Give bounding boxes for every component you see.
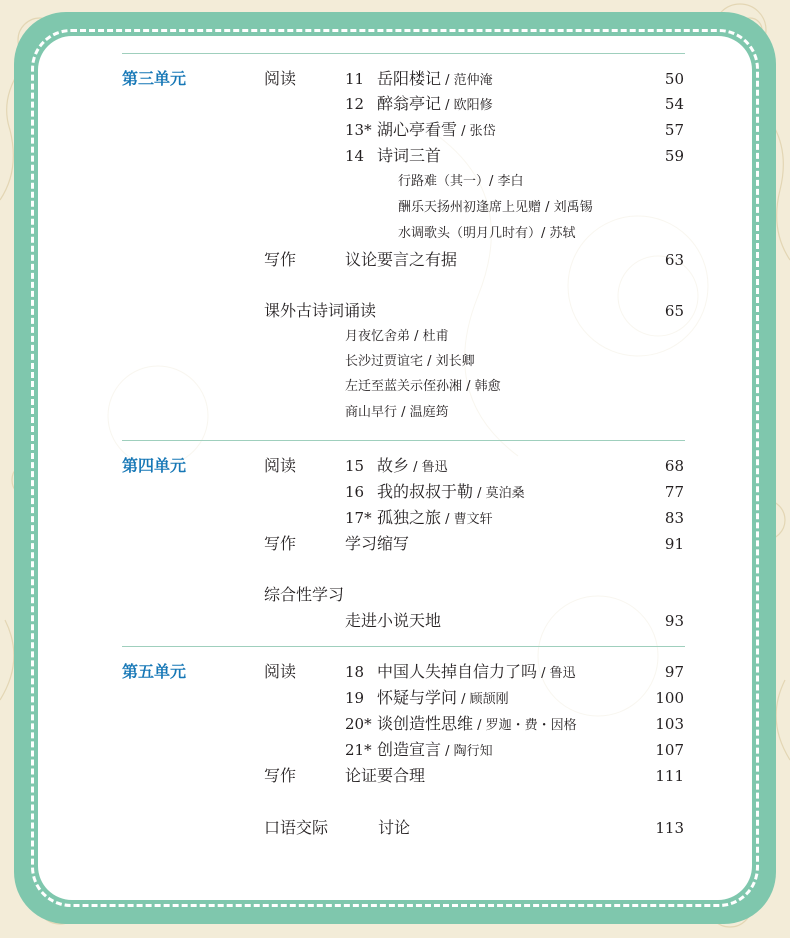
page-number: 111	[655, 767, 684, 785]
unit-heading: 第三单元	[122, 69, 187, 88]
lesson-author: / 鲁迅	[409, 460, 448, 475]
page-number: 103	[655, 715, 684, 733]
lesson-title: 醉翁亭记 / 欧阳修	[377, 94, 493, 113]
lesson-title: 中国人失掉自信力了吗 / 鲁迅	[377, 662, 576, 681]
poem-item[interactable]: 酬乐天扬州初逢席上见赠 / 刘禹锡	[398, 200, 593, 215]
writing-title: 议论要言之有据	[345, 250, 458, 269]
page-number: 57	[664, 121, 684, 139]
poem-item[interactable]: 行路难（其一）/ 李白	[398, 174, 524, 189]
section-label-writing: 写作	[264, 534, 297, 553]
lesson-author: / 鲁迅	[537, 666, 576, 681]
page-number: 97	[664, 663, 684, 681]
section-label-reading: 阅读	[264, 456, 297, 475]
page-number: 83	[664, 509, 684, 527]
poem-item[interactable]: 月夜忆舍弟 / 杜甫	[345, 329, 449, 344]
poem-item[interactable]: 水调歌头（明月几时有）/ 苏轼	[398, 226, 576, 241]
poem-item[interactable]: 左迁至蓝关示侄孙湘 / 韩愈	[345, 379, 501, 394]
lesson-number: 11	[345, 70, 365, 88]
writing-title: 学习缩写	[345, 534, 410, 553]
section-label-writing: 写作	[264, 250, 297, 269]
page-number: 68	[664, 457, 684, 475]
page-number: 54	[664, 95, 684, 113]
lesson-author: / 欧阳修	[441, 98, 493, 113]
lesson-number: 17*	[345, 509, 372, 527]
lesson-author: / 莫泊桑	[473, 486, 525, 501]
lesson-title: 故乡 / 鲁迅	[377, 456, 448, 475]
section-label-writing: 写作	[264, 766, 297, 785]
divider-unit4	[122, 440, 685, 441]
lesson-author: / 陶行知	[441, 744, 493, 759]
divider-top	[122, 53, 685, 54]
lesson-number: 12	[345, 95, 365, 113]
lesson-title: 诗词三首	[377, 146, 442, 165]
lesson-number: 20*	[345, 715, 372, 733]
section-label-extra: 课外古诗词诵读	[264, 301, 377, 320]
section-label-oral: 口语交际	[264, 818, 329, 837]
lesson-number: 14	[345, 147, 365, 165]
lesson-number: 19	[345, 689, 365, 707]
lesson-author: / 顾颉刚	[457, 692, 509, 707]
lesson-author: / 罗迦・费・因格	[473, 718, 577, 733]
section-label-integrated: 综合性学习	[264, 585, 345, 604]
lesson-number: 18	[345, 663, 365, 681]
page-number: 107	[655, 741, 684, 759]
lesson-number: 15	[345, 457, 365, 475]
lesson-title: 创造宣言 / 陶行知	[377, 740, 493, 759]
unit-heading: 第四单元	[122, 456, 187, 475]
page-number: 77	[664, 483, 684, 501]
section-label-reading: 阅读	[264, 662, 297, 681]
writing-title: 论证要合理	[345, 766, 426, 785]
page-number: 65	[664, 302, 684, 320]
lesson-title: 岳阳楼记 / 范仲淹	[377, 69, 493, 88]
integrated-title: 走进小说天地	[345, 611, 442, 630]
lesson-number: 16	[345, 483, 365, 501]
lesson-title: 怀疑与学问 / 顾颉刚	[377, 688, 509, 707]
page-number: 91	[664, 535, 684, 553]
divider-unit5	[122, 646, 685, 647]
lesson-author: / 曹文轩	[441, 512, 493, 527]
page-number: 59	[664, 147, 684, 165]
page-number: 100	[655, 689, 684, 707]
lesson-number: 13*	[345, 121, 372, 139]
unit-heading: 第五单元	[122, 662, 187, 681]
lesson-title: 孤独之旅 / 曹文轩	[377, 508, 493, 527]
lesson-number: 21*	[345, 741, 372, 759]
page-number: 63	[664, 251, 684, 269]
page-number: 113	[655, 819, 684, 837]
poem-item[interactable]: 长沙过贾谊宅 / 刘长卿	[345, 354, 475, 369]
lesson-author: / 张岱	[457, 124, 496, 139]
oral-title: 讨论	[378, 818, 411, 837]
lesson-title: 我的叔叔于勒 / 莫泊桑	[377, 482, 525, 501]
page-number: 93	[664, 612, 684, 630]
poem-item[interactable]: 商山早行 / 温庭筠	[345, 405, 449, 420]
page-number: 50	[664, 70, 684, 88]
lesson-title: 湖心亭看雪 / 张岱	[377, 120, 496, 139]
lesson-title: 谈创造性思维 / 罗迦・费・因格	[377, 714, 577, 733]
lesson-author: / 范仲淹	[441, 73, 493, 88]
section-label-reading: 阅读	[264, 69, 297, 88]
